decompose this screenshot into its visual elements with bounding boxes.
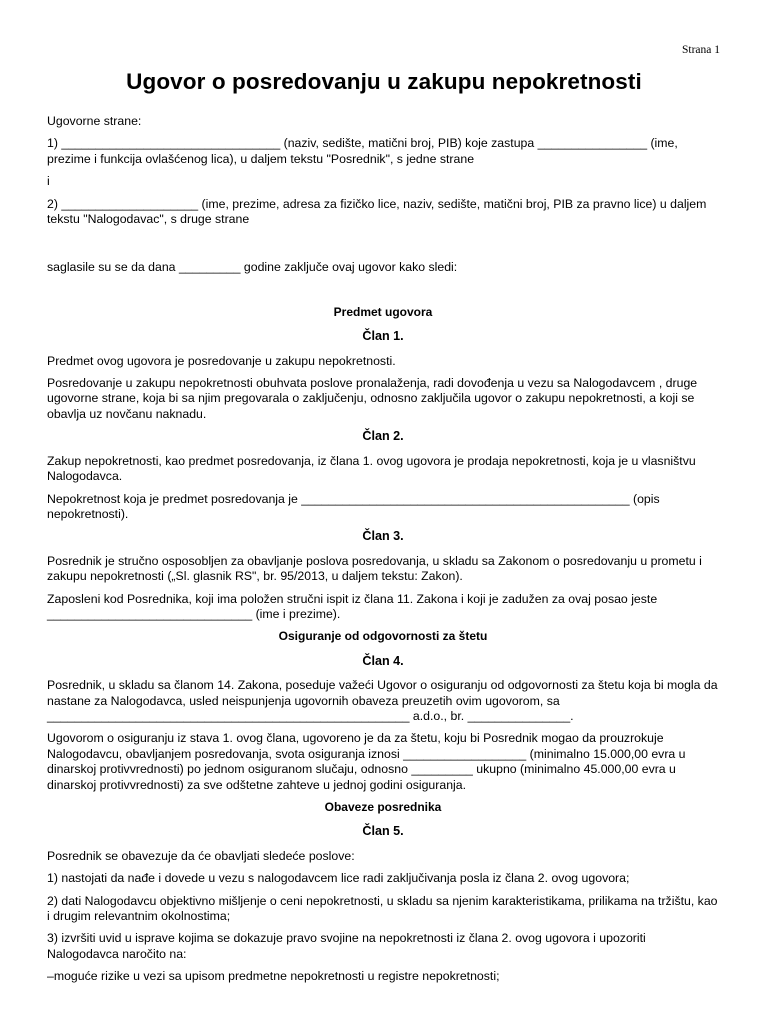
- section-heading-insurance: Osiguranje od odgovornosti za štetu: [278, 629, 488, 644]
- conjunction: i: [47, 174, 50, 189]
- party-two: 2) ____________________ (ime, prezime, adresa za fizičko lice, naziv, sedište, matični broj, PIB za pravno lice) u daljem tekstu "Nalogodavac", s druge strane: [47, 196, 707, 227]
- party-one: 1) ________________________________ (naziv, sedište, matični broj, PIB) koje zastupa ________________ (ime, prezime i funkcija ovlašćenog lica), u daljem tekstu "Posrednik", s jedne strane: [47, 136, 678, 166]
- article-1-heading: Član 1.: [362, 329, 404, 344]
- document-title: Ugovor o posredovanju u zakupu nepokretnosti: [126, 69, 642, 94]
- page-number: Strana 1: [681, 44, 720, 56]
- article-3-para-2: Zaposleni kod Posrednika, koji ima položen stručni ispit iz člana 11. Zakona i koji je zadužen za ovaj posao jeste ______________________________ (ime i prezime).: [47, 591, 658, 621]
- article-5-item-1: 1) nastojati da nađe i dovede u vezu s nalogodavcem lice radi zaključivanja posla iz člana 2. ovog ugovora;: [47, 871, 630, 886]
- article-5-intro: Posrednik se obavezuje da će obavljati sledeće poslove:: [47, 848, 355, 863]
- article-1-para-1: Predmet ovog ugovora je posredovanje u zakupu nepokretnosti.: [47, 353, 396, 368]
- article-5-item-3-dash: –moguće rizike u vezi sa upisom predmetne nepokretnosti u registre nepokretnosti;: [47, 969, 500, 984]
- article-2-heading: Član 2.: [362, 429, 404, 444]
- article-1-para-2: Posredovanje u zakupu nepokretnosti obuhvata poslove pronalaženja, radi dovođenja u vezu sa Nalogodavcem , druge ugovorne strane, koja bi sa njim pregovarala o zaključenju, odnosno zaključila ugovor o zakupu nepokretnosti, a koji se obavlja uz novčanu naknadu.: [47, 376, 698, 421]
- document-body: [47, 114, 719, 992]
- article-3-para-1: Posrednik je stručno osposobljen za obavljanje poslova posredovanja, u skladu sa Zakonom o posredovanju u prometu i zakupu nepokretnosti („Sl. glasnik RS", br. 95/2013, u daljem tekstu: Zakon).: [47, 553, 702, 584]
- article-2-para-1: Zakup nepokretnosti, kao predmet posredovanja, iz člana 1. ovog ugovora je prodaja nepokretnosti, koja je u vlasništvu Nalogodavca.: [47, 453, 696, 484]
- article-5-item-2: 2) dati Nalogodavcu objektivno mišljenje o ceni nepokretnosti, u skladu sa njenim karakteristikama, prilikama na tržištu, kao i drugim relevantnim okolnostima;: [47, 893, 718, 924]
- article-2-para-2: Nepokretnost koja je predmet posredovanja je ________________________________________________ (opis nepokretnosti).: [47, 491, 660, 521]
- article-5-item-3: 3) izvršiti uvid u isprave kojima se dokazuje pravo svojine na nepokretnosti iz člana 2. ovog ugovora i upozoriti Nalogodavca naročito na:: [47, 931, 646, 961]
- article-4-para-2: Ugovorom o osiguranju iz stava 1. ovog člana, ugovoreno je da za štetu, koju bi Posrednik mogao da prouzrokuje Nalogodavcu, obavljanjem posredovanja, svota osiguranja iznosi __________________ (minimalno 15.000,00 evra u dinarskoj protivvrednosti) po jednom osiguranom slučaju, odnosno _________ ukupno (minimalno 45.000,00 evra u dinarskoj protivvrednosti) za sve odštetne zahteve u jednoj godini osiguranja.: [47, 731, 686, 792]
- article-4-heading: Član 4.: [362, 653, 404, 668]
- article-3-heading: Član 3.: [362, 529, 404, 544]
- parties-intro: Ugovorne strane:: [47, 114, 142, 128]
- section-heading-subject: Predmet ugovora: [333, 304, 433, 319]
- article-4-para-1: Posrednik, u skladu sa članom 14. Zakona, poseduje važeći Ugovor o osiguranju od odgovornosti za štetu koja bi mogla da nastane za Nalogodavca, usled neispunjenja ugovornih obaveza preuzetih ovim ugovorom, sa _____________________________________________________ a.d.o., br. _______________.: [47, 678, 718, 723]
- article-5-heading: Član 5.: [362, 824, 404, 839]
- section-heading-obligations: Obaveze posrednika: [324, 800, 442, 814]
- agreement-statement: saglasile su se da dana _________ godine zaključe ovaj ugovor kako sledi:: [47, 260, 458, 275]
